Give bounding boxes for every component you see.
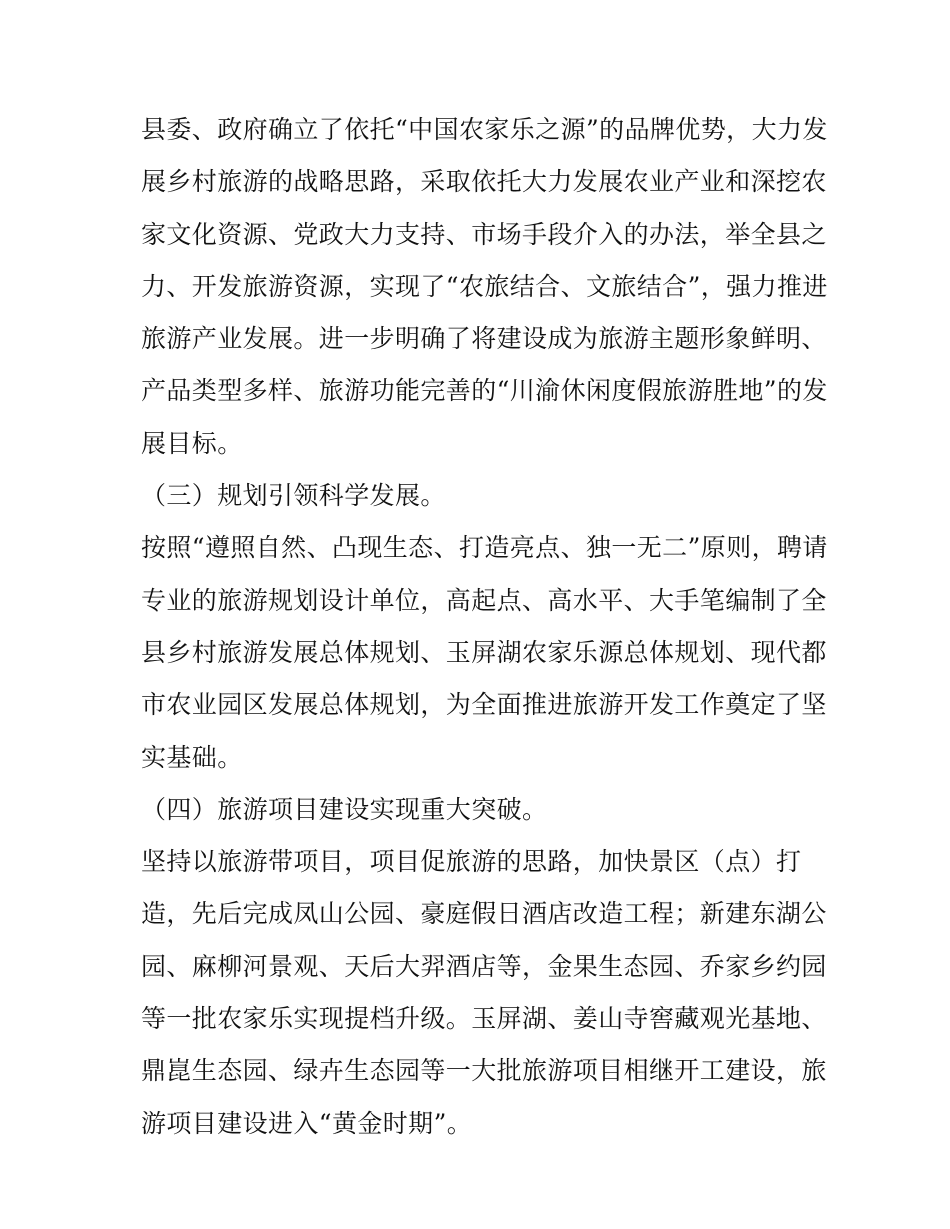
paragraph-line: 旅游产业发展。进一步明确了将建设成为旅游主题形象鲜明、 [141, 324, 827, 354]
paragraph-line: 坚持以旅游带项目，项目促旅游的思路，加快景区（点）打 [141, 847, 802, 877]
paragraph-line: 鼎崑生态园、绿卉生态园等一大批旅游项目相继开工建设，旅 [141, 1056, 827, 1086]
paragraph-line: 县委、政府确立了依托“中国农家乐之源”的品牌优势，大力发 [141, 115, 828, 144]
paragraph-line: 产品类型多样、旅游功能完善的“川渝休闲度假旅游胜地”的发 [141, 376, 828, 406]
paragraph-1 [141, 104, 828, 470]
paragraph-line: 力、开发旅游资源，实现了“农旅结合、文旅结合”，强力推进 [141, 271, 828, 301]
document-body [141, 104, 828, 1150]
paragraph-line: 家文化资源、党政大力支持、市场手段介入的办法，举全县之 [141, 219, 827, 249]
paragraph-line: 园、麻柳河景观、天后大羿酒店等，金果生态园、乔家乡约园 [141, 951, 827, 981]
paragraph-line: 实基础。 [141, 742, 243, 772]
paragraph-line: 按照“遵照自然、凸现生态、打造亮点、独一无二”原则，聘请 [141, 533, 828, 563]
paragraph-3 [141, 836, 827, 1150]
paragraph-line: 展目标。 [141, 428, 243, 458]
section-heading-3: （三）规划引领科学发展。 [141, 481, 446, 511]
paragraph-line: 市农业园区发展总体规划，为全面推进旅游开发工作奠定了坚 [141, 690, 827, 720]
paragraph-line: 造，先后完成凤山公园、豪庭假日酒店改造工程；新建东湖公 [141, 899, 827, 929]
paragraph-line: 县乡村旅游发展总体规划、玉屏湖农家乐源总体规划、现代都 [141, 637, 827, 667]
paragraph-line: 展乡村旅游的战略思路，采取依托大力发展农业产业和深挖农 [141, 167, 827, 197]
paragraph-line: 等一批农家乐实现提档升级。玉屏湖、姜山寺窖藏观光基地、 [141, 1004, 827, 1034]
paragraph-line: 游项目建设进入“黄金时期”。 [141, 1108, 473, 1138]
paragraph-line: 专业的旅游规划设计单位，高起点、高水平、大手笔编制了全 [141, 585, 827, 615]
section-heading-4: （四）旅游项目建设实现重大突破。 [141, 794, 548, 824]
paragraph-2 [141, 522, 828, 783]
